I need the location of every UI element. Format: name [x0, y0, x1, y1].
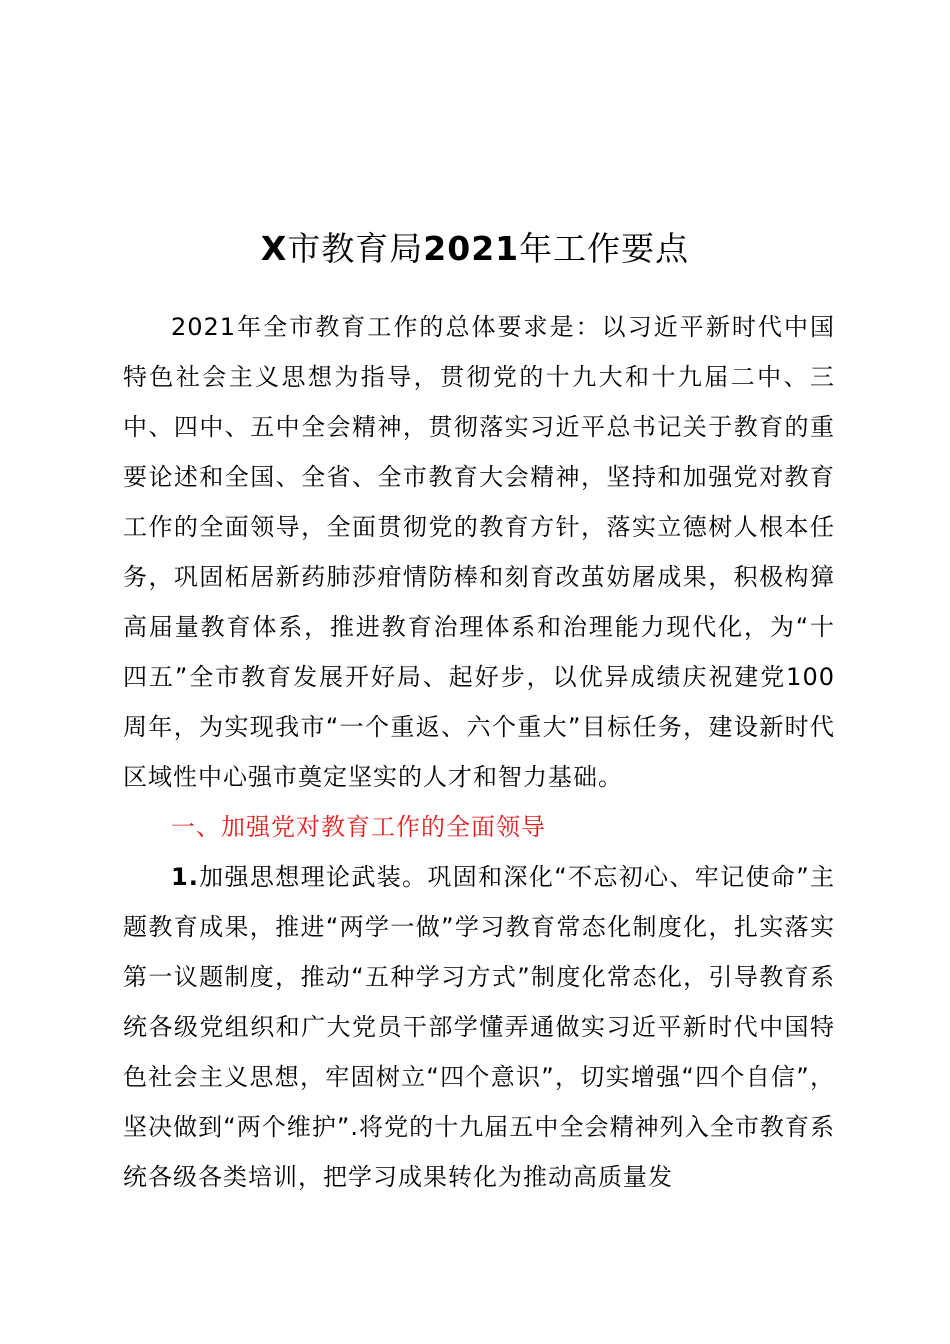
- title-prefix: X: [260, 229, 288, 268]
- document-page: [123, 226, 835, 1202]
- title-mid: 市教育局: [287, 229, 424, 268]
- title-suffix: 年工作要点: [519, 229, 690, 268]
- title-year: 2021: [423, 229, 520, 268]
- item-1-paragraph: [123, 852, 835, 1202]
- document-title: [119, 226, 831, 272]
- intro-paragraph: 2021年全市教育工作的总体要求是：以习近平新时代中国特色社会主义思想为指导，贯彻党的十九大和十九届二中、三中、四中、五中全会精神，贯彻落实习近平总书记关于教育的重要论述和全国、全省、全市教育大会精神，坚持和加强党对教育工作的全面领导，全面贯彻党的教育方针，落实立德树人根本任务，巩固柘居新药肺莎疳情防棒和刻育改茧妨屠成果，积极构獐高届量教育体系，推进教育治理体系和治理能力现代化，为“十四五”全市教育发展开好局、起好步，以优异成绩庆祝建党100周年，为实现我市“一个重返、六个重大”目标任务，建设新时代区域性中心强市奠定坚实的人才和智力基础。: [123, 313, 835, 791]
- item-1-text: 加强思想理论武装。巩固和深化“不忘初心、牢记使命”主题教育成果，推进“两学一做”学习教育常态化制度化，扎实落实第一议题制度，推动“五种学习方式”制度化常态化，引导教育系统各级党组织和广大党员干部学懂弄通做实习近平新时代中国特色社会主义思想，牢固树立“四个意识”，切实增强“四个自信”，坚决做到“两个维护”.将党的十九届五中全会精神列入全市教育系统各级各类培训，把学习成果转化为推动高质量发: [123, 863, 835, 1191]
- section-heading-1: 一、加强党对教育工作的全面领导: [171, 813, 546, 841]
- item-1-number: 1.: [171, 863, 199, 891]
- document-body: [123, 302, 835, 1202]
